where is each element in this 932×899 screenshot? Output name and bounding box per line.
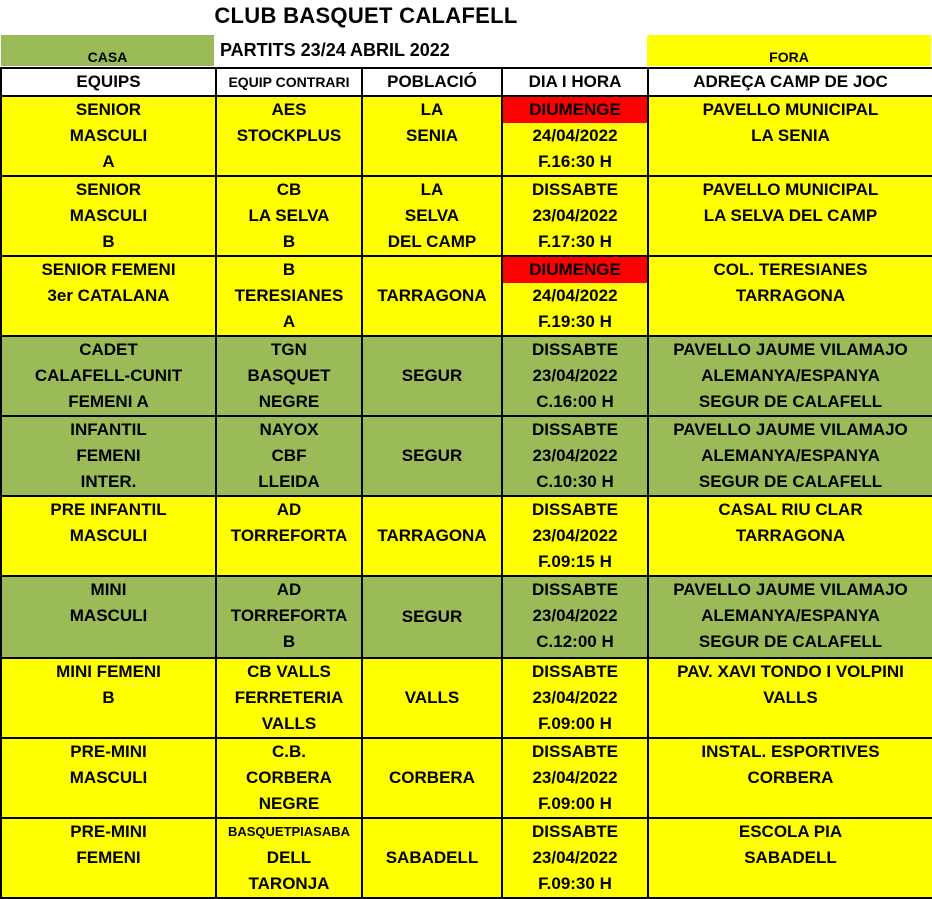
table-row [1, 176, 932, 256]
dia-hora-cell [502, 738, 648, 818]
adreca-line: ALEMANYA/ESPANYA [701, 366, 880, 385]
poblacio-cell [362, 658, 502, 738]
dia-hora-line: 23/04/2022 [532, 606, 618, 625]
dia-hora-line: 23/04/2022 [532, 688, 618, 707]
dia-hora-line: 23/04/2022 [532, 848, 618, 867]
equip-contrari-line: BASQUET [247, 366, 331, 385]
equip-contrari-cell [216, 658, 362, 738]
equips-cell [1, 576, 216, 658]
equips-line: MASCULI [69, 526, 148, 545]
equips-line: B [102, 232, 115, 251]
schedule-table [0, 67, 932, 899]
equips-cell [1, 96, 216, 176]
equip-contrari-line: CB [276, 180, 302, 199]
equips-line: B [102, 688, 115, 707]
equips-line: MASCULI [69, 126, 148, 145]
equip-contrari-line: FERRETERIA [234, 688, 344, 707]
poblacio-line: LA [420, 180, 444, 199]
adreca-line: SEGUR DE CALAFELL [698, 632, 883, 651]
equip-contrari-line: B [282, 632, 296, 651]
dia-hora-line: 23/04/2022 [532, 526, 618, 545]
equips-line: FEMENI A [68, 392, 149, 411]
equip-contrari-line: LLEIDA [258, 472, 320, 491]
equips-line: INFANTIL [70, 420, 147, 439]
adreca-cell [648, 416, 932, 496]
dia-hora-line: F.09:15 H [538, 552, 612, 571]
dia-hora-line: DISSABTE [532, 822, 618, 841]
equips-line: CALAFELL-CUNIT [34, 366, 183, 385]
table-row [1, 256, 932, 336]
table-row [1, 576, 932, 658]
adreca-line: ALEMANYA/ESPANYA [701, 446, 880, 465]
equip-contrari-cell [216, 576, 362, 658]
adreca-line: LA SENIA [751, 126, 830, 145]
dia-hora-line: 24/04/2022 [532, 286, 618, 305]
adreca-line: CASAL RIU CLAR [718, 500, 863, 519]
table-row [1, 336, 932, 416]
equip-contrari-cell [216, 96, 362, 176]
poblacio-line: TARRAGONA [377, 286, 487, 305]
dia-hora-line: 23/04/2022 [532, 206, 618, 225]
equips-line: PRE-MINI [70, 742, 147, 761]
adreca-cell [648, 256, 932, 336]
dia-hora-line: 23/04/2022 [532, 366, 618, 385]
adreca-cell [648, 336, 932, 416]
dia-hora-line: DISSABTE [532, 180, 618, 199]
equip-contrari-line: CORBERA [246, 768, 332, 787]
header-equips: EQUIPS [1, 68, 216, 96]
equip-contrari-cell [216, 256, 362, 336]
adreca-line: LA SELVA DEL CAMP [703, 206, 878, 225]
equips-cell [1, 416, 216, 496]
equips-cell [1, 176, 216, 256]
equips-line: SENIOR [75, 180, 142, 199]
adreca-line: PAVELLO JAUME VILAMAJO [673, 340, 908, 359]
dia-hora-cell [502, 176, 648, 256]
equips-line: MASCULI [69, 768, 148, 787]
dia-hora-cell [502, 416, 648, 496]
poblacio-cell [362, 818, 502, 898]
equip-contrari-line: TGN [271, 340, 307, 359]
header-poblacio: POBLACIÓ [362, 68, 502, 96]
adreca-cell [648, 818, 932, 898]
equips-line: PRE-MINI [70, 822, 147, 841]
adreca-line: INSTAL. ESPORTIVES [701, 742, 880, 761]
equip-contrari-line: AD [276, 580, 302, 599]
table-row [1, 496, 932, 576]
adreca-line: PAVELLO JAUME VILAMAJO [673, 420, 908, 439]
dia-hora-line: DIUMENGE [503, 97, 647, 123]
equips-line: PRE INFANTIL [50, 500, 167, 519]
adreca-cell [648, 176, 932, 256]
poblacio-line: VALLS [404, 688, 460, 707]
fora-label: FORA [647, 35, 931, 66]
dia-hora-cell [502, 818, 648, 898]
dia-hora-line: C.12:00 H [536, 632, 614, 651]
dia-hora-cell [502, 256, 648, 336]
header-row [0, 35, 932, 67]
dia-hora-line: 23/04/2022 [532, 768, 618, 787]
dia-hora-line: C.10:30 H [536, 472, 614, 491]
dia-hora-cell [502, 576, 648, 658]
dia-hora-line: F.16:30 H [538, 152, 612, 171]
poblacio-cell [362, 96, 502, 176]
table-row [1, 658, 932, 738]
header-equip-contrari: EQUIP CONTRARI [216, 68, 362, 96]
equips-line: SENIOR [75, 100, 142, 119]
equips-line: SENIOR FEMENI [41, 260, 176, 279]
equip-contrari-cell [216, 176, 362, 256]
equip-contrari-line: TORREFORTA [230, 526, 348, 545]
adreca-line: PAVELLO JAUME VILAMAJO [673, 580, 908, 599]
equips-line: MASCULI [69, 606, 148, 625]
equip-contrari-line: DELL [266, 848, 312, 867]
adreca-line: ALEMANYA/ESPANYA [701, 606, 880, 625]
dia-hora-line: DISSABTE [532, 420, 618, 439]
adreca-line: TARRAGONA [735, 526, 846, 545]
poblacio-line: TARRAGONA [377, 526, 487, 545]
dia-hora-line: F.17:30 H [538, 232, 612, 251]
equip-contrari-cell [216, 738, 362, 818]
equips-cell [1, 256, 216, 336]
equip-contrari-line: B [282, 260, 296, 279]
dia-hora-line: DISSABTE [532, 580, 618, 599]
poblacio-cell [362, 738, 502, 818]
poblacio-cell [362, 336, 502, 416]
equips-line: INTER. [80, 472, 137, 491]
dia-hora-line: 23/04/2022 [532, 446, 618, 465]
adreca-line: ESCOLA PIA [738, 822, 843, 841]
poblacio-line: DEL CAMP [387, 232, 477, 251]
equips-line: MASCULI [69, 206, 148, 225]
table-row [1, 416, 932, 496]
equips-cell [1, 818, 216, 898]
equips-line: MINI [90, 580, 127, 599]
adreca-line: TARRAGONA [735, 286, 846, 305]
header-adreca: ADREÇA CAMP DE JOC [648, 68, 932, 96]
adreca-line: COL. TERESIANES [713, 260, 868, 279]
poblacio-cell [362, 176, 502, 256]
dia-hora-line: DISSABTE [532, 500, 618, 519]
page-title: CLUB BASQUET CALAFELL [214, 3, 518, 28]
equip-contrari-line: C.B. [272, 742, 306, 761]
equips-line: FEMENI [76, 848, 141, 867]
equip-contrari-line: AD [276, 500, 302, 519]
dia-hora-cell [502, 96, 648, 176]
equip-contrari-cell [216, 496, 362, 576]
equips-cell [1, 658, 216, 738]
adreca-cell [648, 738, 932, 818]
equip-contrari-line: STOCKPLUS [236, 126, 342, 145]
equips-cell [1, 496, 216, 576]
dia-hora-line: F.19:30 H [538, 312, 612, 331]
equip-contrari-line: LA SELVA [248, 206, 330, 225]
equip-contrari-line: TARONJA [248, 874, 330, 893]
header-dia-hora: DIA I HORA [502, 68, 648, 96]
poblacio-line: SENIA [406, 126, 458, 145]
dia-hora-line: DISSABTE [532, 742, 618, 761]
equips-line: 3er CATALANA [47, 286, 170, 305]
poblacio-line: SEGUR [401, 446, 463, 465]
adreca-cell [648, 658, 932, 738]
adreca-line: PAV. XAVI TONDO I VOLPINI [677, 662, 904, 681]
adreca-cell [648, 96, 932, 176]
equip-contrari-line: NEGRE [258, 392, 320, 411]
poblacio-cell [362, 576, 502, 658]
equip-contrari-line: CBF [271, 446, 307, 465]
table-header-row [1, 68, 932, 96]
dia-hora-line: DISSABTE [532, 340, 618, 359]
equips-line: MINI FEMENI [56, 662, 161, 681]
dia-hora-cell [502, 658, 648, 738]
dia-hora-cell [502, 496, 648, 576]
poblacio-line: CORBERA [389, 768, 475, 787]
adreca-line: SEGUR DE CALAFELL [698, 392, 883, 411]
poblacio-line: LA [420, 100, 444, 119]
dia-hora-line: DISSABTE [532, 662, 618, 681]
table-row [1, 818, 932, 898]
equips-cell [1, 336, 216, 416]
dia-hora-cell [502, 336, 648, 416]
equips-line: CADET [79, 340, 138, 359]
poblacio-cell [362, 256, 502, 336]
poblacio-line: SEGUR [401, 607, 463, 626]
adreca-line: PAVELLO MUNICIPAL [702, 100, 879, 119]
equip-contrari-line: TERESIANES [234, 286, 344, 305]
adreca-line: CORBERA [747, 768, 834, 787]
dia-hora-line: F.09:30 H [538, 874, 612, 893]
dia-hora-line: F.09:00 H [538, 714, 612, 733]
adreca-line: PAVELLO MUNICIPAL [702, 180, 879, 199]
dia-hora-line: F.09:00 H [538, 794, 612, 813]
equip-contrari-line: VALLS [261, 714, 317, 733]
equip-contrari-cell [216, 336, 362, 416]
dia-hora-line: DIUMENGE [503, 257, 647, 283]
adreca-line: VALLS [763, 688, 818, 707]
table-row [1, 738, 932, 818]
poblacio-cell [362, 496, 502, 576]
equip-contrari-line: AES [271, 100, 307, 119]
poblacio-line: SABADELL [385, 848, 479, 867]
poblacio-cell [362, 416, 502, 496]
equip-contrari-line: NAYOX [259, 420, 319, 439]
equip-contrari-line: B [282, 232, 296, 251]
adreca-line: SABADELL [744, 848, 837, 867]
adreca-cell [648, 496, 932, 576]
adreca-line: SEGUR DE CALAFELL [698, 472, 883, 491]
equip-contrari-line: TORREFORTA [230, 606, 348, 625]
equip-contrari-line: CB VALLS [247, 662, 331, 681]
casa-label: CASA [1, 35, 214, 66]
poblacio-line: SEGUR [401, 366, 463, 385]
partits-date: PARTITS 23/24 ABRIL 2022 [220, 40, 450, 60]
equips-line: A [102, 152, 115, 171]
equip-contrari-line: NEGRE [258, 794, 320, 813]
equip-contrari-line: BASQUETPIASABA [227, 824, 351, 839]
equips-line: FEMENI [76, 446, 141, 465]
equip-contrari-line: A [282, 312, 296, 331]
table-row [1, 96, 932, 176]
dia-hora-line: 24/04/2022 [532, 126, 618, 145]
equip-contrari-cell [216, 416, 362, 496]
dia-hora-line: C.16:00 H [536, 392, 614, 411]
poblacio-line: SELVA [404, 206, 460, 225]
equip-contrari-cell [216, 818, 362, 898]
adreca-cell [648, 576, 932, 658]
equips-cell [1, 738, 216, 818]
